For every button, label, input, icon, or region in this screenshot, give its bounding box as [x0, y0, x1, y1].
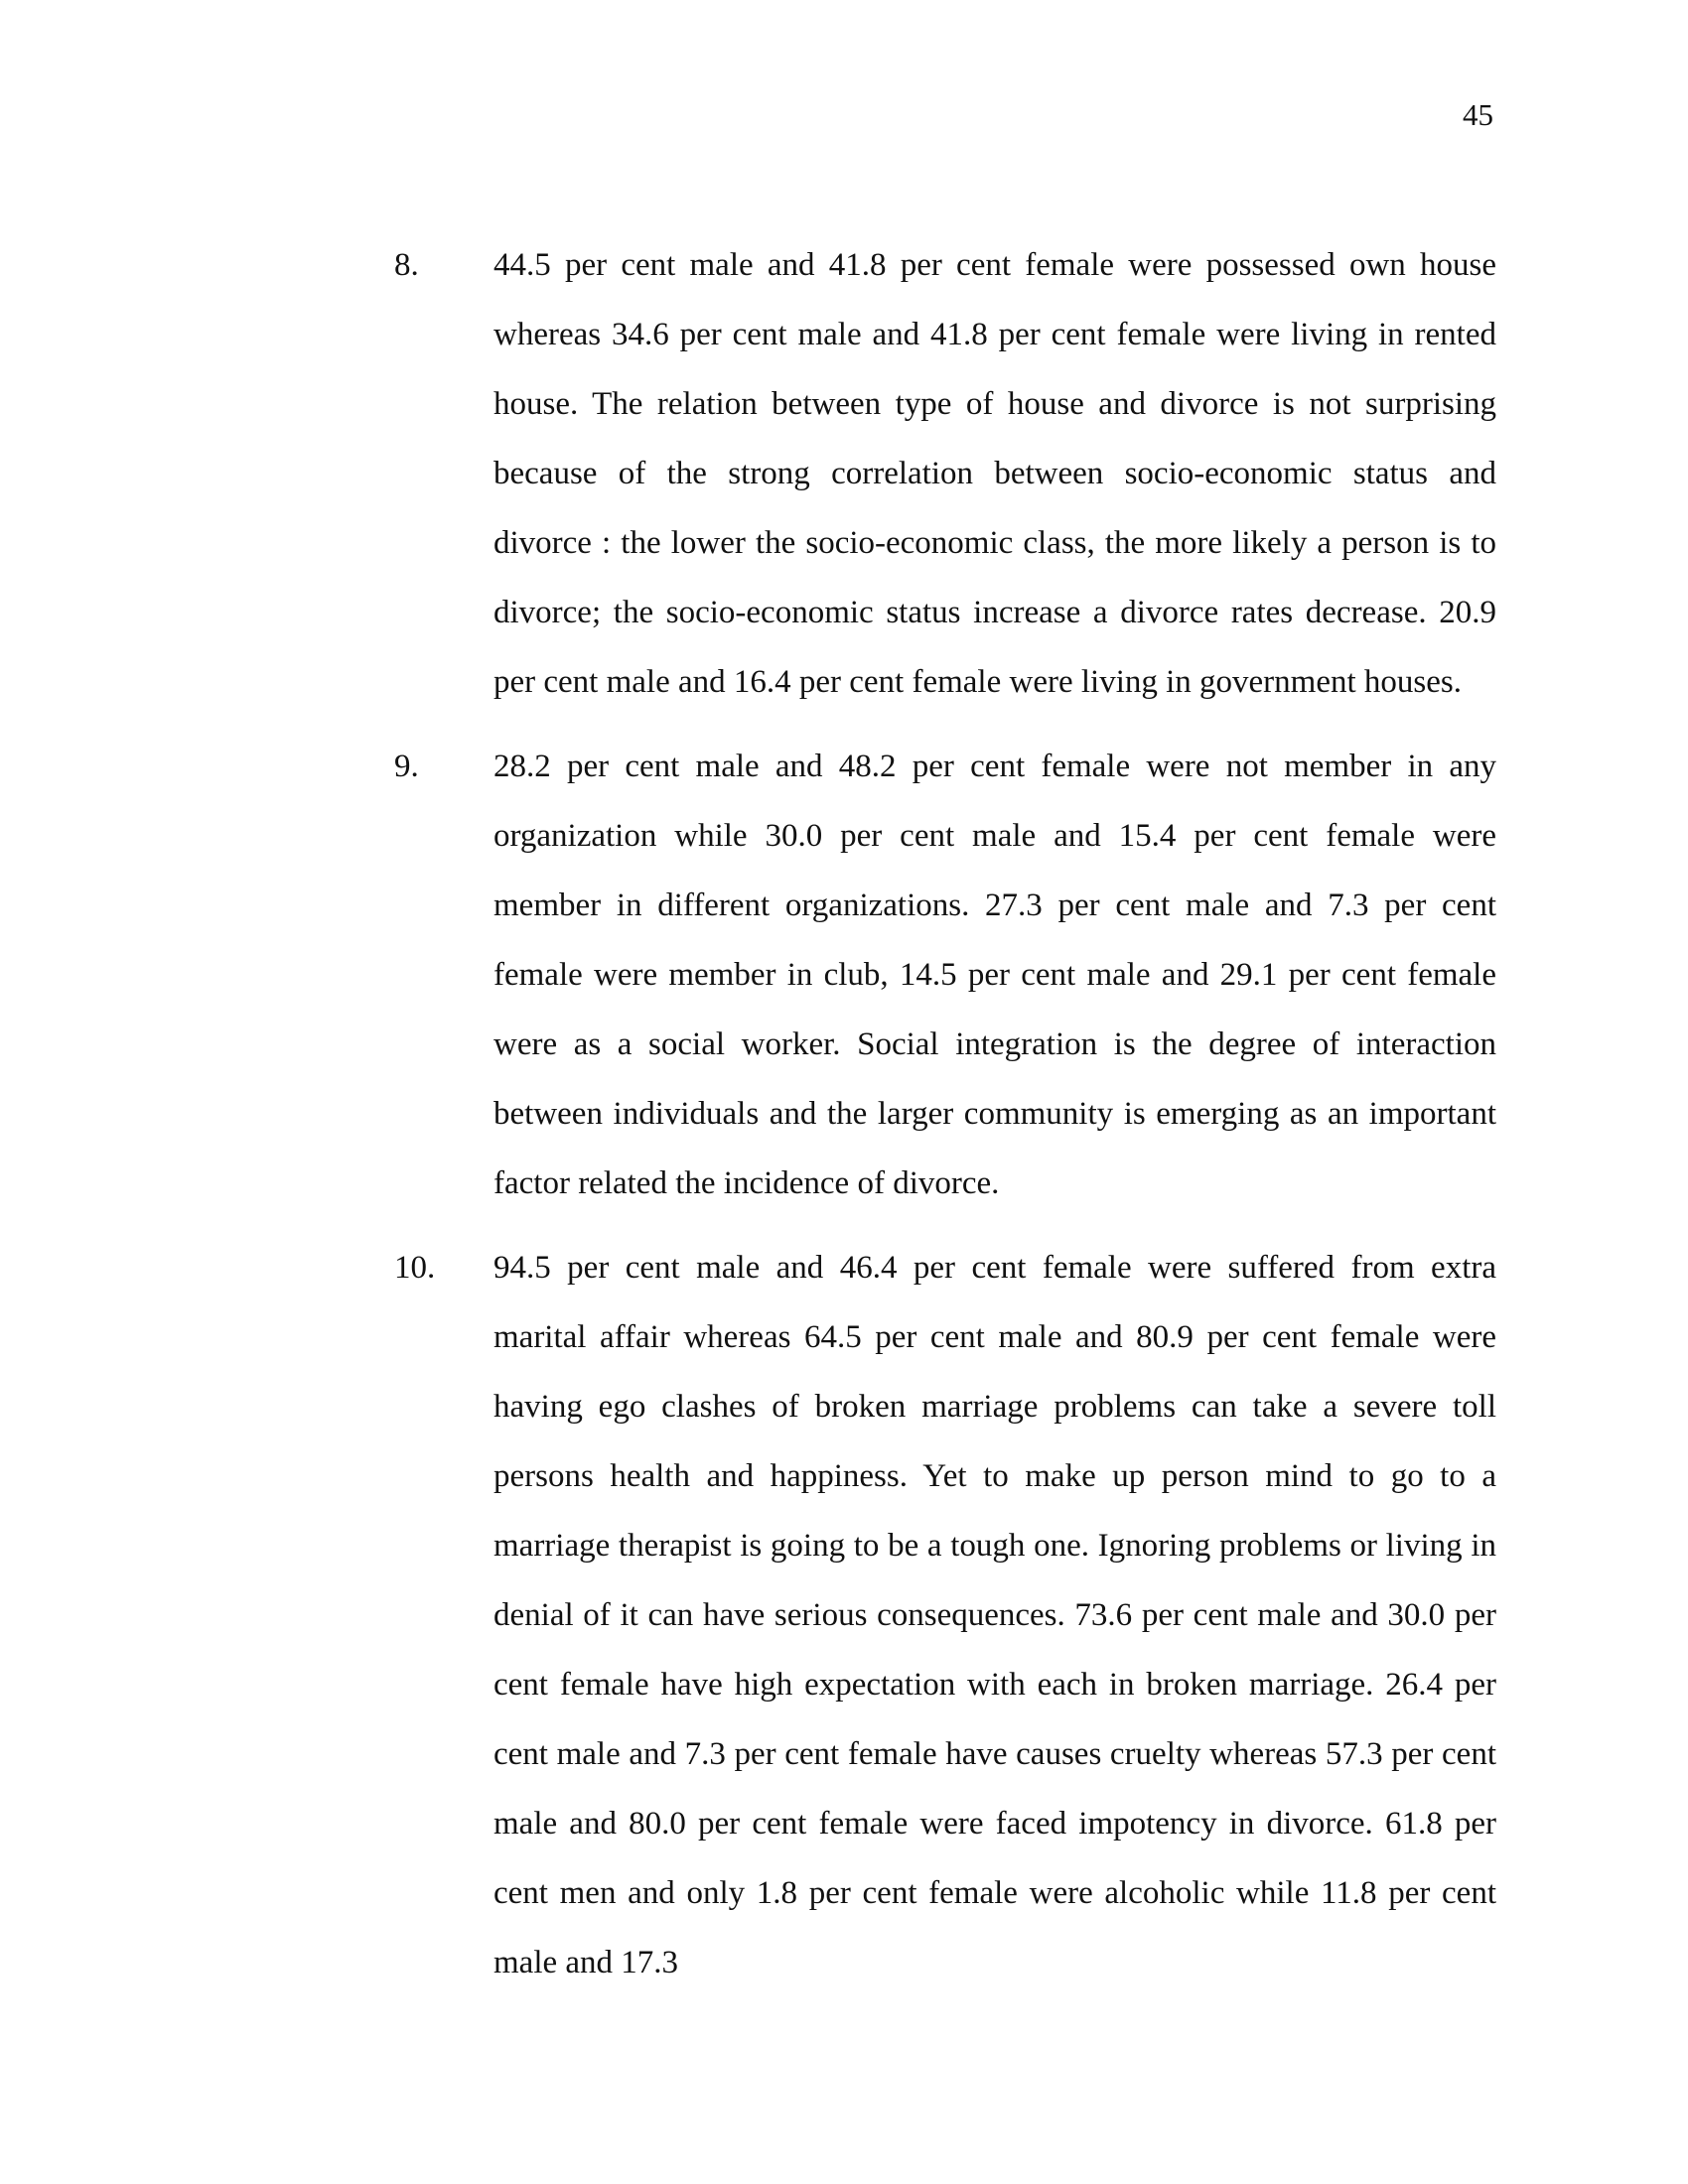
item-number: 8.: [394, 247, 419, 283]
numbered-list: [394, 230, 1496, 2012]
list-item-9: [394, 732, 1496, 1218]
page-number: 45: [1463, 97, 1493, 132]
list-item-8: [394, 230, 1496, 717]
item-number: 9.: [394, 749, 419, 784]
list-item-10: [394, 1233, 1496, 1997]
item-paragraph: 94.5 per cent male and 46.4 per cent female were suffered from extra marital affair whereas 64.5 per cent male and 80.9 per cent female were having ego clashes of broken marriage problems can take a severe toll persons health and happiness. Yet to make up person mind to go to a marriage therapist is going to be a tough one. Ignoring problems or living in denial of it can have serious consequences. 73.6 per cent male and 30.0 per cent female have high expectation with each in broken marriage. 26.4 per cent male and 7.3 per cent female have causes cruelty whereas 57.3 per cent male and 80.0 per cent female were faced impotency in divorce. 61.8 per cent men and only 1.8 per cent female were alcoholic while 11.8 per cent male and 17.3: [493, 1250, 1496, 1980]
item-paragraph: 28.2 per cent male and 48.2 per cent female were not member in any organization while 30.0 per cent male and 15.4 per cent female were member in different organizations. 27.3 per cent male and 7.3 per cent female were member in club, 14.5 per cent male and 29.1 per cent female were as a social worker. Social integration is the degree of interaction between individuals and the larger community is emerging as an important factor related the incidence of divorce.: [493, 749, 1496, 1201]
item-paragraph: 44.5 per cent male and 41.8 per cent female were possessed own house whereas 34.6 per cent male and 41.8 per cent female were living in rented house. The relation between type of house and divorce is not surprising because of the strong correlation between socio-economic status and divorce : the lower the socio-economic class, the more likely a person is to divorce; the socio-economic status increase a divorce rates decrease. 20.9 per cent male and 16.4 per cent female were living in government houses.: [493, 247, 1496, 700]
item-number: 10.: [394, 1250, 436, 1286]
